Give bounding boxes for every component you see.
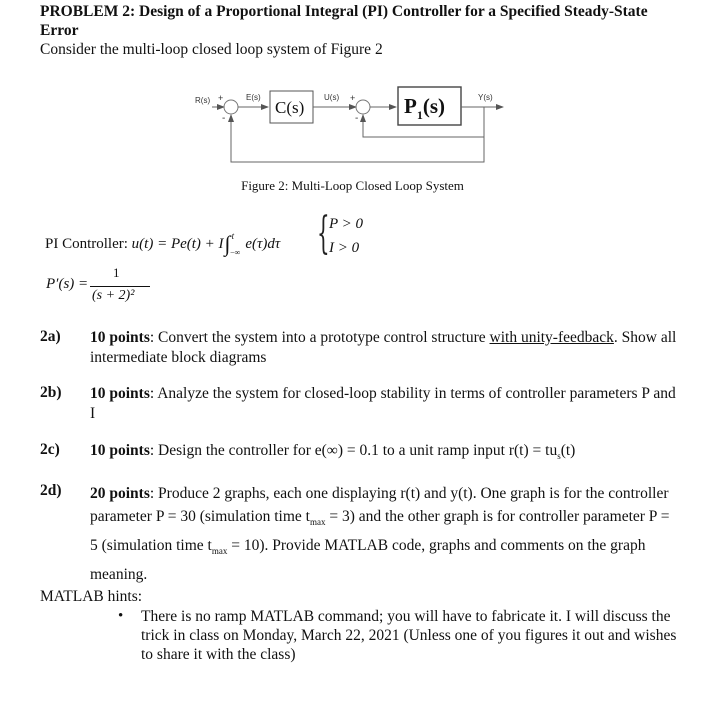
- plant-tf-lhs: P′(s) =: [46, 276, 89, 292]
- condition-p: P > 0: [329, 216, 364, 232]
- bullet-icon: •: [118, 608, 124, 624]
- block-diagram: [0, 0, 713, 200]
- question-2a-text: 10 points: Convert the system into a prototype control structure with unity-feedback. Show all intermediate block diagrams: [90, 329, 677, 366]
- label-y: Y(s): [478, 93, 493, 102]
- summing-junction-2: [356, 100, 370, 114]
- plant-tf-numerator: 1: [113, 265, 120, 280]
- question-2a-label: 2a): [40, 328, 61, 345]
- problem-title: PROBLEM 2: Design of a Proportional Integral (PI) Controller for a Specified Steady-State Error: [40, 3, 648, 39]
- question-2c-text: 10 points: Design the controller for e(∞) = 0.1 to a unit ramp input $r(t) = tu_s(t)$: [90, 442, 576, 462]
- pi-formula-lhs: u(t) = Pe(t) + I: [131, 236, 224, 252]
- integral-upper: t: [231, 231, 235, 241]
- figure-caption: Figure 2: Multi-Loop Closed Loop System: [241, 178, 464, 193]
- integral-lower: −∞: [230, 248, 241, 257]
- controller-label: C(s): [275, 98, 305, 117]
- summing-junction-1: [224, 100, 238, 114]
- sum1-plus: +: [218, 93, 224, 103]
- plant-tf-denominator: (s + 2)²: [92, 288, 135, 303]
- sum2-plus: +: [350, 93, 356, 103]
- problem-intro: Consider the multi-loop closed loop system of Figure 2: [40, 41, 383, 58]
- question-2a-points: 10 points: [90, 329, 150, 346]
- pi-controller-label: PI Controller:: [45, 236, 132, 252]
- integral-sign: ∫: [224, 231, 231, 256]
- question-2b-text: 10 points: Analyze the system for closed-loop stability in terms of controller parameters P and I: [90, 385, 676, 422]
- pi-controller-equation: [45, 228, 281, 257]
- question-2b-label: 2b): [40, 384, 62, 401]
- question-2b-points: 10 points: [90, 385, 150, 402]
- condition-brace: {: [317, 208, 330, 259]
- fraction-bar: [90, 286, 150, 287]
- label-r: R(s): [195, 96, 211, 105]
- question-2c-label: 2c): [40, 441, 60, 458]
- integrand: e(τ)dτ: [245, 236, 281, 252]
- hint-item: There is no ramp MATLAB command; you will have to fabricate it. I will discuss the trick in class on Monday, March 22, 2021 (Unless one of you figures it out and wishes to share it with the class): [141, 608, 677, 663]
- condition-i: I > 0: [329, 240, 360, 256]
- question-2d-points: 20 points: [90, 485, 150, 502]
- label-e: E(s): [246, 93, 261, 102]
- question-2d-label: 2d): [40, 482, 62, 499]
- sum2-minus: -: [355, 113, 359, 124]
- sum1-minus: -: [222, 113, 226, 124]
- plant-label: $P_1(s)$: [404, 94, 445, 122]
- question-2c-points: 10 points: [90, 442, 150, 459]
- unity-feedback-underline: with unity-feedback: [489, 329, 614, 346]
- matlab-hints-title: MATLAB hints:: [40, 588, 143, 605]
- label-u: U(s): [324, 93, 340, 102]
- question-2d-text: 20 points: Produce 2 graphs, each one displaying r(t) and y(t). One graph is for the controller parameter P = 30 (simulation time $t_{max} = 3$) and the other graph is for controller parameter P = 5 (simulation time $t_{max} = 10$). Provide MATLAB code, graphs and comments on the graph meaning.: [90, 485, 670, 584]
